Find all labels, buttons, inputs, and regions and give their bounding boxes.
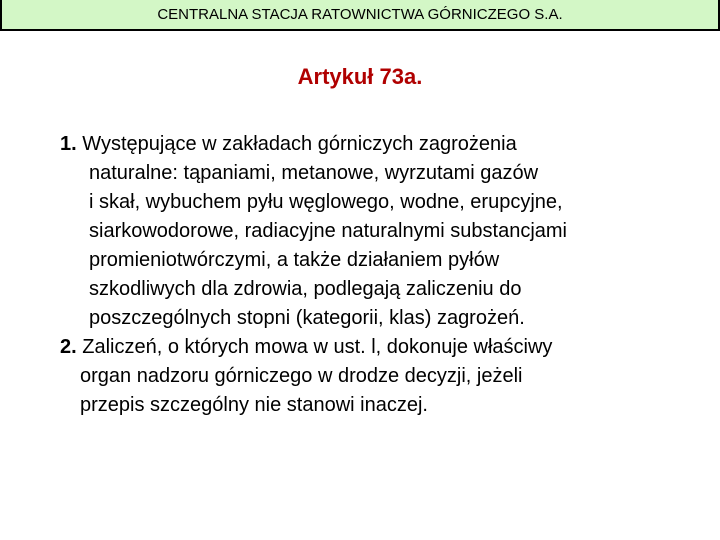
- paragraph-2-text: Zaliczeń, o których mowa w ust. l, dokonuje właściwy: [82, 336, 553, 358]
- paragraph-1: [60, 130, 567, 333]
- paragraph-1-line-2: naturalne: tąpaniami, metanowe, wyrzutami gazów: [89, 162, 539, 184]
- article-title: Artykuł 73a.: [297, 64, 423, 89]
- paragraph-2-line-2: organ nadzoru górniczego w drodze decyzji, jeżeli: [80, 365, 523, 387]
- paragraph-2: [60, 333, 552, 420]
- paragraph-2-line-1: [60, 333, 552, 362]
- paragraph-1-line-6: szkodliwych dla zdrowia, podlegają zaliczeniu do: [89, 278, 522, 300]
- paragraph-2-line-3: przepis szczególny nie stanowi inaczej.: [80, 394, 428, 416]
- paragraph-2-number: 2.: [60, 336, 77, 358]
- header-title: CENTRALNA STACJA RATOWNICTWA GÓRNICZEGO S.A.: [157, 6, 563, 23]
- paragraph-1-number: 1.: [60, 133, 77, 155]
- header-bar: [0, 0, 720, 31]
- paragraph-1-line-4: siarkowodorowe, radiacyjne naturalnymi substancjami: [89, 220, 567, 242]
- paragraph-1-text: Występujące w zakładach górniczych zagrożenia: [82, 133, 517, 155]
- paragraph-1-line-7: poszczególnych stopni (kategorii, klas) zagrożeń.: [89, 307, 525, 329]
- paragraph-1-line-5: promieniotwórczymi, a także działaniem pyłów: [89, 249, 500, 271]
- paragraph-1-line-1: [60, 130, 567, 159]
- paragraph-1-line-3: i skał, wybuchem pyłu węglowego, wodne, erupcyjne,: [89, 191, 563, 213]
